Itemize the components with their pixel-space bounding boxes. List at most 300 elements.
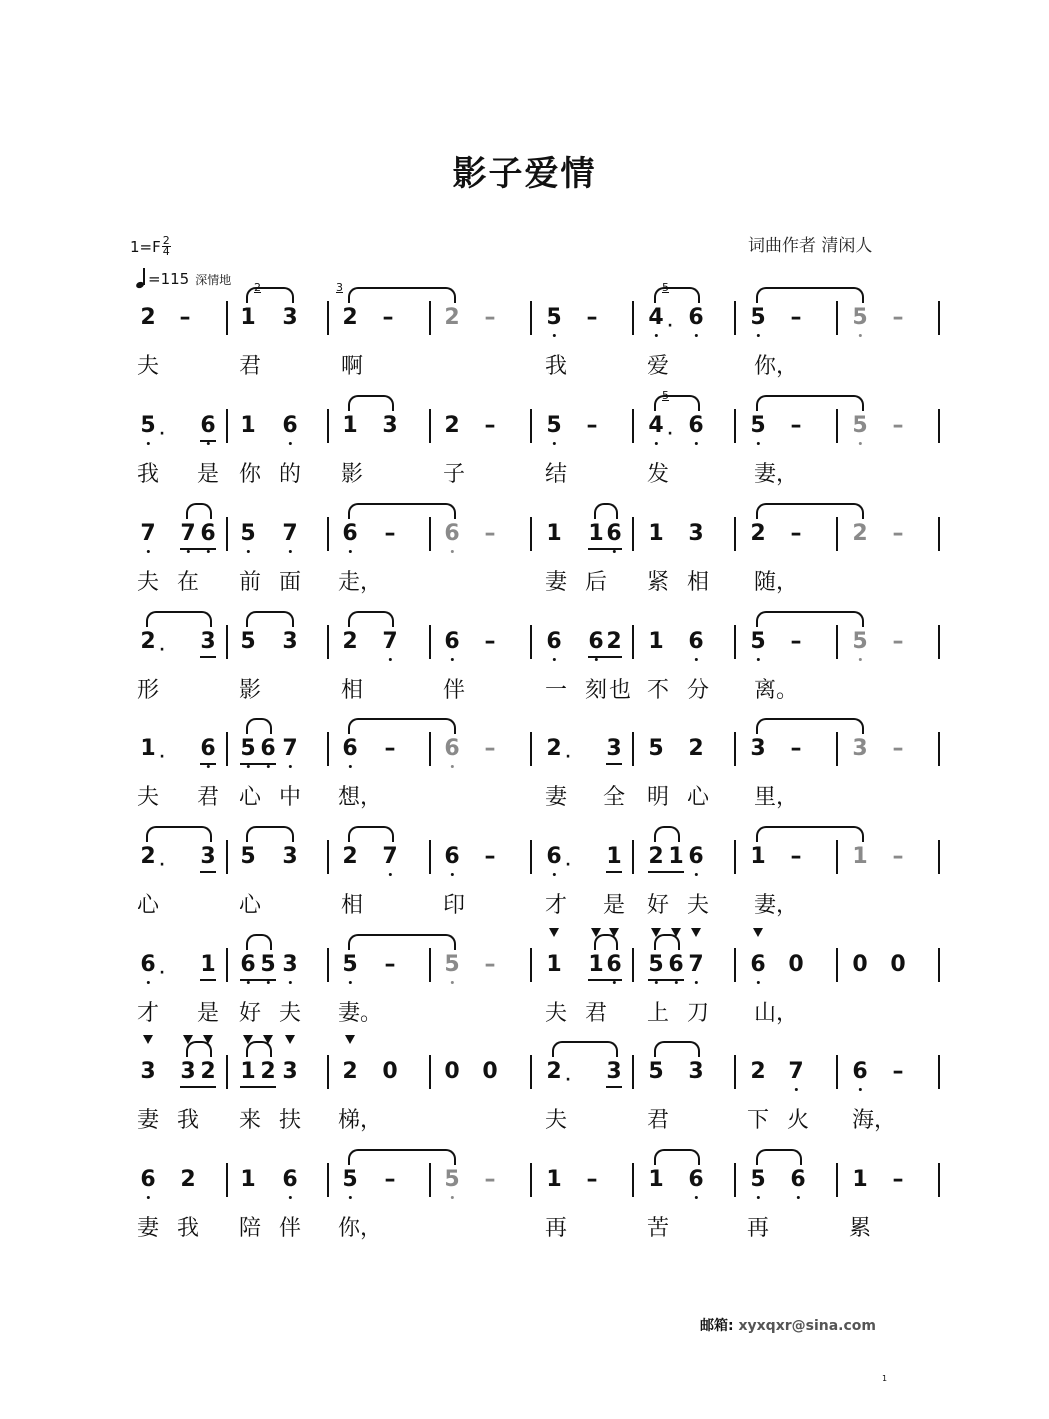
note: 6 [668,952,683,978]
note: 1 [648,1167,664,1192]
lyric: 山， [753,1001,799,1026]
note: 7 [282,736,297,762]
lyric: 上 [646,1001,670,1026]
staccato-wedge-icon [753,928,763,937]
lyric: 子 [442,462,466,487]
staccato-wedge-icon [345,1035,355,1044]
eighth-beam [606,763,622,765]
time-numerator: 2 [162,234,170,247]
barline [632,732,634,766]
note: 5 [546,305,561,331]
lyric: 君 [646,1108,670,1133]
lyric: 好 [646,893,670,918]
note: 6 [688,305,703,331]
staccato-wedge-icon [549,928,559,937]
barline [226,301,228,335]
low-octave-dot [451,550,454,553]
lyric: 是 [602,893,626,918]
barline [632,517,634,551]
dash-extension: – [790,413,802,438]
lyric: 心 [686,785,710,810]
staccato-wedge-icon [591,928,601,937]
slur-tie [654,395,700,411]
note: 3 [606,736,622,761]
note: 6 [606,521,621,547]
augmentation-dot: · [565,749,571,765]
lyric: 全 [602,785,626,810]
note: 1 [240,305,256,330]
lyric: 你， [753,354,799,379]
low-octave-dot [267,765,270,768]
note: 7 [382,629,397,655]
note: 2 [260,1059,276,1084]
note: 1 [648,629,664,654]
low-octave-dot [289,981,292,984]
note: 6 [852,1059,867,1085]
barline [429,1055,431,1089]
low-octave-dot [247,550,250,553]
barline [836,1055,838,1089]
note: 5 [750,1167,765,1193]
eighth-beam [240,1086,276,1088]
note: 5 [852,629,867,655]
note: 2 [200,1059,216,1084]
staccato-wedge-icon [203,1035,213,1044]
slur-tie [654,1149,700,1165]
barline [226,409,228,443]
note: 2 [444,413,460,438]
lyric: 累 [848,1216,872,1241]
barline [226,840,228,874]
augmentation-dot: · [159,749,165,765]
low-octave-dot [613,550,616,553]
low-octave-dot [655,334,658,337]
slur-tie [348,826,394,842]
note: 2 [342,305,358,330]
lyric: 你， [337,1216,383,1241]
lyric: 妻 [136,1108,160,1133]
slur-tie [348,395,394,411]
low-octave-dot [451,765,454,768]
dash-extension: – [384,736,396,761]
low-octave-dot [595,658,598,661]
slur-tie [756,1149,802,1165]
eighth-beam [200,440,216,442]
author-credit [748,231,872,256]
grace-note: 5 [662,389,669,402]
low-octave-dot [795,1088,798,1091]
dash-extension: – [484,305,496,330]
slur-tie [756,503,864,519]
lyric: 你 [238,462,262,487]
note: 0 [788,952,804,977]
dash-extension: – [179,305,191,330]
eighth-beam [240,979,276,981]
lyric: 形 [136,678,160,703]
barline [938,1055,940,1089]
expression-mark: 深情地 [195,273,232,287]
low-octave-dot [389,658,392,661]
lyric: 梯， [337,1108,383,1133]
low-octave-dot [859,442,862,445]
note: 0 [444,1059,460,1084]
note: 5 [342,952,357,978]
slur-tie [246,611,294,627]
lyric: 好 [238,1001,262,1026]
lyric: 才 [544,893,568,918]
barline [327,409,329,443]
lyric: 啊 [340,354,364,379]
low-octave-dot [451,1196,454,1199]
note: 6 [444,736,459,762]
lyric: 是 [196,1001,220,1026]
lyric: 再 [746,1216,770,1241]
low-octave-dot [389,873,392,876]
lyric: 心 [238,785,262,810]
eighth-beam [200,979,216,981]
author-label: 词曲作者 [748,236,816,256]
dash-extension: – [382,305,394,330]
slur-tie [348,718,456,734]
note: 1 [588,521,604,546]
low-octave-dot [655,442,658,445]
slur-tie [594,503,618,519]
barline [734,840,736,874]
eighth-beam [648,979,684,981]
barline [632,1055,634,1089]
note: 6 [200,736,215,762]
slur-tie [654,287,700,303]
barline [429,517,431,551]
lyric: 的 [278,462,302,487]
note: 1 [240,1059,256,1084]
note: 1 [240,413,256,438]
note: 3 [852,736,868,761]
note: 4 · [648,305,663,331]
barline [734,1055,736,1089]
dash-extension: – [484,521,496,546]
note: 5 [750,413,765,439]
barline [938,840,940,874]
note: 5 [240,844,256,869]
barline [226,517,228,551]
slur-tie [756,611,864,627]
slur-tie [756,718,864,734]
staccato-wedge-icon [263,1035,273,1044]
note: 5 [240,629,256,654]
lyric: 夫 [136,354,160,379]
low-octave-dot [553,873,556,876]
slur-tie [654,1041,700,1057]
lyric: 我 [544,354,568,379]
note: 1 [546,952,562,977]
lyric: 影 [238,678,262,703]
note: 2 [444,305,460,330]
dash-extension: – [790,305,802,330]
barline [327,1163,329,1197]
note: 2 [180,1167,196,1192]
barline [734,732,736,766]
eighth-beam [588,979,622,981]
augmentation-dot: · [159,857,165,873]
low-octave-dot [757,442,760,445]
low-octave-dot [675,981,678,984]
low-octave-dot [553,442,556,445]
note: 6 [200,413,215,439]
eighth-beam [606,871,622,873]
note: 6 [444,629,459,655]
time-signature [162,236,171,257]
low-octave-dot [247,765,250,768]
note: 5 [546,413,561,439]
low-octave-dot [655,981,658,984]
barline [429,409,431,443]
note: 3 [282,952,297,978]
lyric: 妻 [136,1216,160,1241]
note: 6 [790,1167,805,1193]
note: 6 [588,629,603,655]
note: 1 [852,844,868,869]
augmentation-dot: · [565,1072,571,1088]
staccato-wedge-icon [691,928,701,937]
lyric: 影 [340,462,364,487]
slur-tie [246,934,272,950]
barline [734,1163,736,1197]
eighth-beam [180,1086,216,1088]
barline [938,301,940,335]
note: 6 [688,1167,703,1193]
slur-tie [146,611,212,627]
key-signature [130,236,171,257]
low-octave-dot [349,765,352,768]
barline [734,409,736,443]
barline [530,517,532,551]
low-octave-dot [859,1088,862,1091]
low-octave-dot [207,765,210,768]
note: 3 [606,1059,622,1084]
lyric: 伴 [442,678,466,703]
lyric: 妻， [753,893,799,918]
slur-tie [348,503,456,519]
note: 1 [546,1167,562,1192]
barline [429,625,431,659]
low-octave-dot [695,442,698,445]
note: 6 [546,629,561,655]
lyric: 伴 [278,1216,302,1241]
note: 6 [140,1167,155,1193]
note: 3 [688,521,704,546]
eighth-beam [240,763,276,765]
note: 2 · [140,844,155,870]
eighth-beam [588,548,622,550]
note: 5 [342,1167,357,1193]
dash-extension: – [790,736,802,761]
note: 6 · [140,952,155,978]
barline [938,517,940,551]
note: 5 [648,736,664,761]
barline [836,625,838,659]
note: 2 [342,629,358,654]
barline [226,1163,228,1197]
note: 5 [240,736,255,762]
note: 3 [382,413,398,438]
lyric: 火 [786,1108,810,1133]
slur-tie [756,395,864,411]
low-octave-dot [757,981,760,984]
dash-extension: – [484,629,496,654]
note: 3 [200,844,216,869]
note: 5 [852,413,867,439]
lyric: 在 [176,570,200,595]
low-octave-dot [695,1196,698,1199]
low-octave-dot [757,334,760,337]
lyric: 君 [238,354,262,379]
barline [938,948,940,982]
dash-extension: – [586,1167,598,1192]
low-octave-dot [349,550,352,553]
dash-extension: – [484,413,496,438]
note: 1 [588,952,604,977]
note: 6 [606,952,621,978]
time-denominator: 4 [162,245,170,258]
barline [226,1055,228,1089]
lyric: 随， [753,570,799,595]
slur-tie [146,826,212,842]
barline [836,1163,838,1197]
note: 7 [140,521,155,547]
note: 1 [200,952,216,977]
lyric: 后 [584,570,608,595]
dash-extension: – [586,305,598,330]
low-octave-dot [797,1196,800,1199]
eighth-beam [606,1086,622,1088]
email-address: xyxqxr@sina.com [738,1318,876,1334]
augmentation-dot: · [159,642,165,658]
staccato-wedge-icon [609,928,619,937]
lyric: 我 [176,1108,200,1133]
lyric: 里， [753,785,799,810]
note: 6 [200,521,215,547]
note: 5 [648,952,663,978]
slur-tie [552,1041,618,1057]
note: 2 · [546,1059,561,1085]
score-row [0,629,1049,743]
dash-extension: – [790,521,802,546]
barline [632,1163,634,1197]
low-octave-dot [757,1196,760,1199]
barline [530,732,532,766]
lyric: 海， [851,1108,897,1133]
low-octave-dot [349,1196,352,1199]
barline [632,948,634,982]
note: 1 [648,521,664,546]
staccato-wedge-icon [671,928,681,937]
dash-extension: – [892,305,904,330]
note: 6 [282,413,297,439]
lyric: 夫 [544,1001,568,1026]
lyric: 分 [686,678,710,703]
barline [836,732,838,766]
note: 0 [890,952,906,977]
low-octave-dot [349,981,352,984]
lyric: 夫 [544,1108,568,1133]
eighth-beam [648,871,684,873]
note: 3 [282,844,298,869]
barline [530,840,532,874]
note: 2 [750,1059,766,1084]
barline [226,732,228,766]
lyric: 妻， [753,462,799,487]
lyric: 爱 [646,354,670,379]
lyric: 心 [136,893,160,918]
barline [734,301,736,335]
lyric: 也 [608,678,632,703]
barline [530,625,532,659]
low-octave-dot [859,334,862,337]
eighth-beam [200,763,216,765]
staccato-wedge-icon [143,1035,153,1044]
barline [836,301,838,335]
barline [327,732,329,766]
barline [530,1163,532,1197]
lyric: 想， [337,785,383,810]
note: 3 [750,736,766,761]
note: 5 [444,952,459,978]
note: 2 [140,305,156,330]
staccato-wedge-icon [651,928,661,937]
dash-extension: – [892,413,904,438]
score-row [0,281,1049,419]
note: 2 [606,629,622,654]
lyric: 印 [442,893,466,918]
note: 6 [240,952,255,978]
low-octave-dot [695,658,698,661]
note: 2 · [140,629,155,655]
note: 2 · [546,736,561,762]
note: 6 [688,413,703,439]
note: 3 [200,629,216,654]
lyric: 明 [646,785,670,810]
lyric: 面 [278,570,302,595]
lyric: 夫 [136,570,160,595]
slur-tie [246,718,272,734]
low-octave-dot [207,550,210,553]
note: 7 [180,521,195,547]
lyric: 刀 [686,1001,710,1026]
slur-tie [348,1149,456,1165]
low-octave-dot [451,981,454,984]
note: 5 [648,1059,664,1084]
lyric: 前 [238,570,262,595]
dash-extension: – [892,844,904,869]
barline [429,948,431,982]
author-name: 清闲人 [821,236,873,256]
note: 7 [788,1059,803,1085]
augmentation-dot: · [565,857,571,873]
lyric: 相 [686,570,710,595]
lyric: 结 [544,462,568,487]
low-octave-dot [147,442,150,445]
dash-extension: – [790,844,802,869]
note: 1 [546,521,562,546]
score-row [0,1059,1049,1173]
dash-extension: – [892,629,904,654]
note: 3 [688,1059,704,1084]
note: 1 [852,1167,868,1192]
note: 2 [852,521,868,546]
lyric: 再 [544,1216,568,1241]
low-octave-dot [247,981,250,984]
